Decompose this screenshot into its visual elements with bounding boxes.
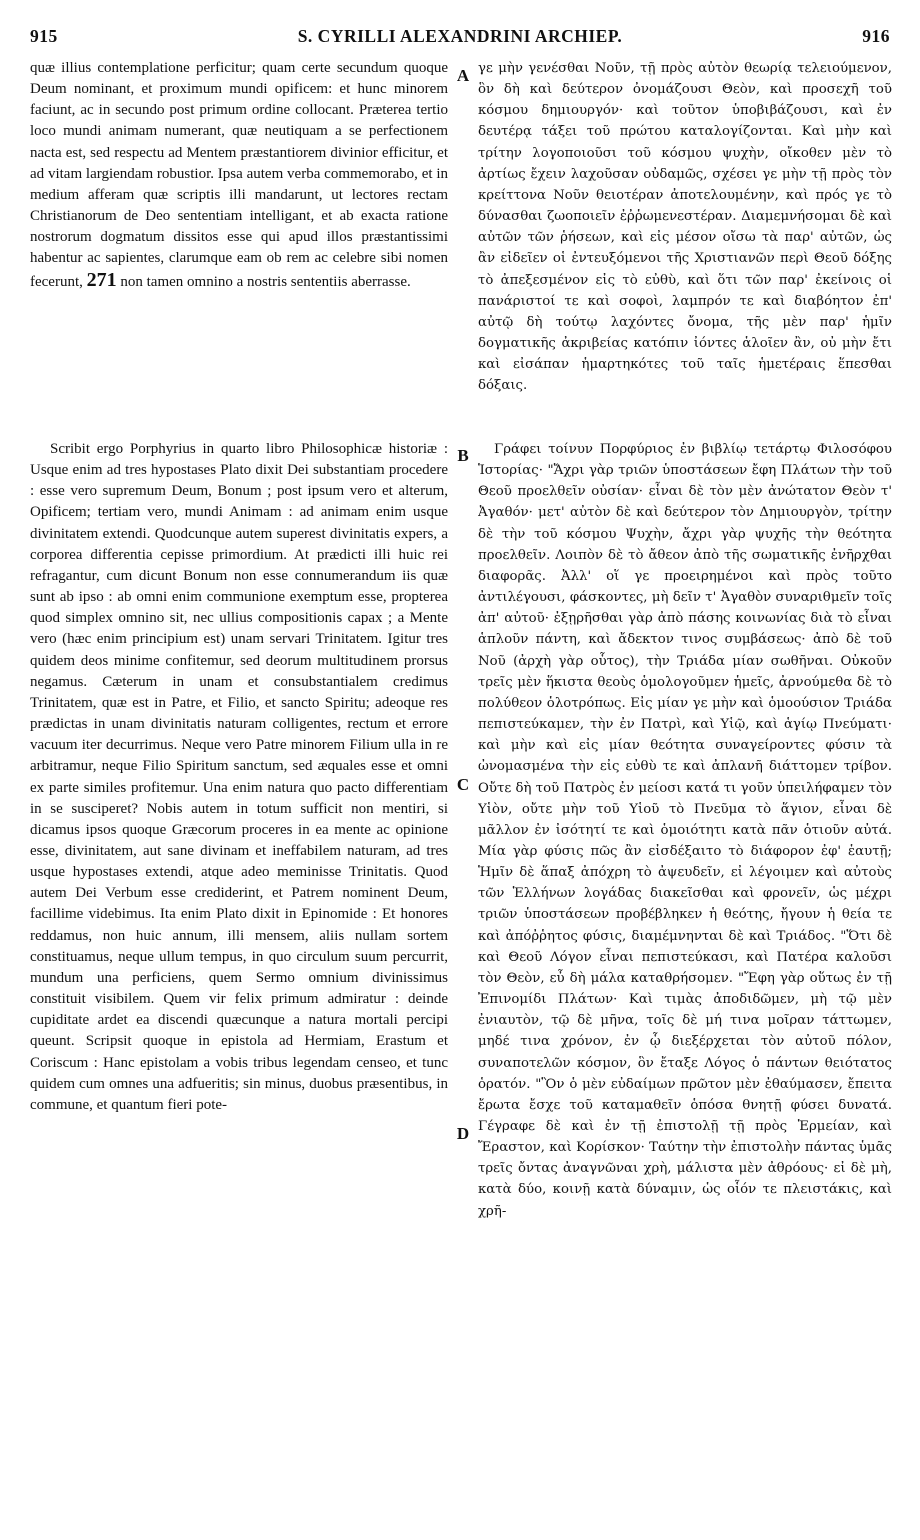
latin-text-1b: non tamen omnino a nostris sententiis aberrasse. [120, 273, 411, 290]
margin-letter-d: D [456, 1124, 470, 1143]
page-number-left: 915 [30, 26, 58, 46]
latin-paragraph-2: Scribit ergo Porphyrius in quarto libro Philosophicæ historiæ : Usque enim ad tres hypostases Plato dixit Dei substantiam procedere : esse vero supremum Deum, Bonum ; post ipsum vero et alterum, Opificem; tertiam vero, mundi Animam : ad animam enim usque divinitatem extendi. Quodcunque autem superest divinitatis expers, a corporea differentia cepisse primordium. At prædicti illi huic rei refragantur, cum dicunt Bonum non esse connumerandum iis quæ sunt ab ipso : ab omni enim communione exemptum esse, propterea quod simplex omnino sit, nec ullius compositionis capax ; a Mente vero (hæc enim principium est) unam servari Trinitatem. Igitur tres quidem deos minime confitemur, sed deorum multitudinem prorsus negamus. Cæterum in unam et consubstantialem credimus Trinitatem, quæ est in Patre, et Filio, et sancto Spiritu; adeoque res prædictas in unam divinitatis naturam colligentes, rectum et errore vacuum iter decurrimus. Neque vero Patre minorem Filium ulla in re arbitramur, neque Filio Spiritum sanctum, sed æquales esse et omni ex parte similes profitemur. Una enim natura quo pacto differentiam in se susciperet? Nobis autem in totum sufficit non mentiri, si dicamus ipsos quoque Græcorum proceres in ea mente ac opinione esse, divinitatem, aut sane divinam et ineffabilem naturam, ad tres usque hypostases extendi, atque adeo meminisse Trinitatis. Quod autem Dei Verbum esse crediderint, et Patrem nominent Deum, facillime videbimus. Ita enim Plato dixit in Epinomide : Et honores reddamus, non huic annum, illi mensem, aliis nullam sortem constituamus, neque ullum tempus, in quo circulum suum percurrit, mundum una perficiens, quem Sermo omnium divinissimus constituit visibilem. Quem vir felix primum admiratur : deinde cupiditate ardet ea discendi quæcunque a natura mortali percipi queunt. Scripsit quoque in epistola ad Hermiam, Erastum et Coriscum : Hanc epistolam a vobis tribus legendam censeo, et tunc quidem cum omnes una adfueritis; sin minus, duobus præsentibus, in commune, et quantum fieri pote- [30, 441, 448, 1113]
latin-paragraph-1 [30, 58, 448, 418]
greek-paragraph-2: Γράφει τοίνυν Πορφύριος ἐν βιβλίῳ τετάρτῳ Φιλοσόφου Ἱστορίας· "Ἄχρι γὰρ τριῶν ὑποστάσεων ἔφη Πλάτων τὴν τοῦ Θεοῦ προελθεῖν οὐσίαν· εἶναι δὲ τὸν μὲν ἀνώτατον Θεὸν τ' Ἀγαθόν· μετ' αὐτὸν δὲ καὶ δεύτερον τὸν Δημιουργὸν, τρίτην δὲ τὴν τοῦ κόσμου Ψυχὴν, ἄχρι γὰρ ψυχῆς τὴν θεότητα προελθεῖν. Λοιπὸν δὲ τὸ ἄθεον ἀπὸ τῆς σωματικῆς ἐνῆρχθαι διαφορᾶς. Ἀλλ' οἵ γε προειρημένοι καὶ πρὸς τοῦτο ἀντιλέγουσι, φάσκοντες, μὴ δεῖν τ' Ἀγαθὸν συναριθμεῖν τοῖς ἀπ' αὐτοῦ· ἐξῃρῆσθαι γὰρ ἀπὸ πάσης κοινωνίας διὰ τὸ εἶναι ἁπλοῦν πάντη, καὶ ἄδεκτον τινος συμβάσεως· ἀπὸ δὲ τοῦ Νοῦ (ἀρχὴ γὰρ οὗτος), τὴν Τριάδα μίαν σωθῆναι. Οὐκοῦν τρεῖς μὲν ἥκιστα θεοὺς ὁμολογοῦμεν ἡμεῖς, ἀρνούμεθα δὲ τὸ πολύθεον ὁλοτρόπως. Εἰς μίαν γε μὴν καὶ ὁμοούσιον Τριάδα πεπιστεύκαμεν, τὴν ἐν Πατρὶ, καὶ Υἱῷ, καὶ ἁγίῳ Πνεύματι· καὶ μὴν καὶ εἰς μίαν θεότητα συναγείροντες φύσιν τὰ ὠνομασμένα τὴν εἰς εὐθὺ τε καὶ ἀπλανῆ διάττομεν τρίβον. Οὔτε δὴ τοῦ Πατρὸς ἐν μείοσι κατά τι γοῦν ὑπειλήφαμεν τὸν Υἱὸν, οὔτε μὴν τοῦ Υἱοῦ τὸ Πνεῦμα τὸ ἅγιον, εἶναι δὲ μᾶλλον ἐν ἰσότητί τε καὶ ὁμοιότητι κατὰ πᾶν ὁτιοῦν αὐτά. Μία γὰρ φύσις πῶς ἂν εἰσδέξαιτο τὸ διάφορον ἐφ' ἑαυτῇ; Ἡμῖν δὲ ἅπαξ ἀπόχρη τὸ ἀψευδεῖν, εἰ λέγοιμεν καὶ αὐτοὺς τῶν Ἑλλήνων λογάδας διακεῖσθαι καὶ φρονεῖν, ὡς μέχρι τριῶν ὑποστάσεων προβέβληκεν ἡ θεότης, ἤγουν ἡ θεία τε καὶ ἀπόῤῥητος φύσις, διαμέμνηνται δὲ καὶ Τριάδος. "Ὅτι δὲ καὶ Θεοῦ Λόγον εἶναι πεπιστεύκασι, καὶ Πατέρα καλοῦσι τὸν Θεὸν, εὖ δὴ μάλα καταθρήσομεν. "Ἔφη γὰρ οὕτως ἐν τῇ Ἐπινομίδι Πλάτων· Καὶ τιμὰς ἀποδιδῶμεν, μὴ τῷ μὲν ἐνιαυτὸν, τῷ δὲ μῆνα, τοῖς δὲ μή τινα μοῖραν τάττωμεν, μηδέ τινα χρόνον, ἐν ᾧ διεξέρχεται τὸν αὐτοῦ πόλον, συναποτελῶν κόσμον, ὃν ἔταξε Λόγος ὁ πάντων θειότατος ὁρατόν. "Ὃν ὁ μὲν εὐδαίμων πρῶτον μὲν ἐθαύμασεν, ἔπειτα ἔρωτα ἔσχε τοῦ καταμαθεῖν ὁπόσα θνητῇ φύσει δυνατά. Γέγραφε δὲ καὶ ἐν τῇ ἐπιστολῇ τῇ πρὸς Ἑρμείαν, καὶ Ἔραστον, καὶ Κορίσκον· Ταύτην τὴν ἐπιστολὴν πάντας ὑμᾶς τρεῖς ὄντας ἀναγνῶναι χρὴ, μάλιστα μὲν ἀθρόους· εἰ δὲ μὴ, κατὰ δύο, κοινῇ κατὰ δύναμιν, ὡς οἷόν τε πλειστάκις, καὶ χρῆ- [478, 442, 892, 1219]
page-header [0, 26, 920, 54]
page-marker-271: 271 [86, 268, 117, 291]
greek-paragraph-1: γε μὴν γενέσθαι Νοῦν, τῇ πρὸς αὐτὸν θεωρίᾳ τελειούμενον, ὃν δὴ καὶ δεύτερον ὀνομάζουσι Θεὸν, καὶ προσεχῆ τοῦ κόσμου δημιουργόν· καὶ τοῦτον ὑποβιβάζουσι, καὶ ἐν δευτέρᾳ τάξει τοῦ πρώτου καταλογίζονται. Καὶ μὴν καὶ τρίτην λογοποιοῦσι τοῦ κόσμου ψυχὴν, οἴκοθεν μὲν τὸ ἀρτίως ἔχειν λαχοῦσαν οὐδαμῶς, σχέσει γε μὴν τῇ πρὸς τὸν κρείττονα Νοῦν θειοτέραν ἀποτελουμένην, καὶ πρός γε τὸ δύνασθαι ζωοποιεῖν ἐῤῥωμενεστέραν. Διαμεμνήσομαι δὲ καὶ αὐτῶν τῶν ῥήσεων, καὶ εἰς μέσον οἴσω τὰ παρ' αὐτῶν, ὡς ἂν εἰδεῖεν οἱ ἐντευξόμενοι τῆς Χριστιανῶν περὶ Θεοῦ δόξης τὸ ἀπεξεσμένον εἰς τὸ εὐθὺ, καὶ ὅτι τῶν παρ' ἐκείνοις οἱ πανάριστοί τε καὶ σοφοὶ, λαμπρόν τε καὶ διαβόητον ἐπ' αὐτῷ δὴ τούτῳ λαχόντες ὄνομα, τῆς μὲν παρ' ἡμῖν δογματικῆς ἀκριβείας κατόπιν ἰόντες ἁλοῖεν ἂν, οὐ μὴν ἔτι καὶ εἰσάπαν ἡμαρτηκότες τοῦ ταῖς ἡμετέραις ἕπεσθαι δόξαις. [478, 61, 892, 394]
latin-text-1a: quæ illius contemplatione perficitur; quam certe secundum quoque Deum nominant, et proximum mundi opificem: et hunc minorem faciunt, ac in secundo post primum ordine collocant. Præterea tertio loco mundi animam numerant, quæ neutiquam a se perfectionem nacta est, sed respectu ad Mentem præstantiorem divinior efficitur, et ad vitam largiendam robustior. Ipsa autem verba commemorabo, et in medium afferam quæ scriptis illi mandarunt, ut lectores rectam Christianorum de Deo sententiam intelligant, et ab exacta ratione nostrorum dogmatum dissitos esse qui apud illos præstantissimi habentur ac sapientes, clarumque eam ob rem ac celebre sibi nomen fecerunt, [30, 60, 448, 290]
margin-letter-c: C [456, 775, 470, 794]
margin-letter-b: B [457, 446, 469, 465]
greek-column [478, 58, 892, 1499]
margin-letter-a: A [456, 66, 470, 85]
running-head: S. CYRILLI ALEXANDRINI ARCHIEP. [297, 26, 623, 46]
latin-column [30, 58, 448, 1499]
page-number-right: 916 [862, 26, 890, 46]
